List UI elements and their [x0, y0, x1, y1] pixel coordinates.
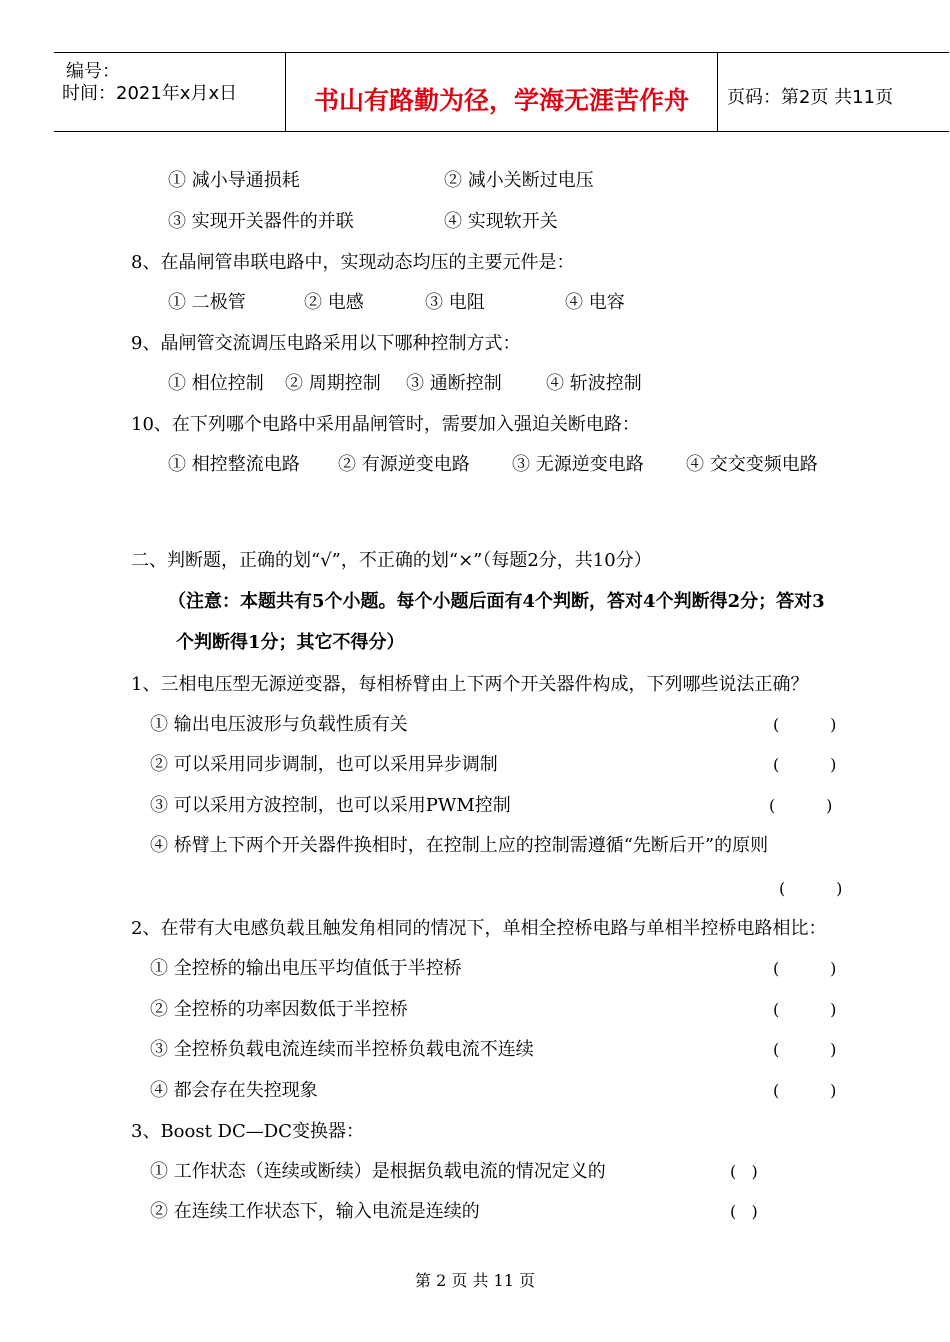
q8-option-c: ③ 电阻	[425, 292, 485, 313]
q10-option-c: ③ 无源逆变电路	[512, 454, 644, 475]
section2-note-line1: （注意：本题共有5个小题。每个小题后面有4个判断，答对4个判断得2分；答对3	[168, 591, 825, 612]
j2-item-2: ② 全控桥的功率因数低于半控桥	[150, 999, 408, 1020]
j1-item-1: ① 输出电压波形与负载性质有关	[150, 714, 408, 735]
answer-blank[interactable]: ( )	[769, 796, 833, 815]
q8-option-a: ① 二极管	[168, 292, 246, 313]
j1-stem: 1、三相电压型无源逆变器，每相桥臂由上下两个开关器件构成，下列哪些说法正确？	[131, 674, 809, 695]
q7-option-a: ① 减小导通损耗	[168, 170, 300, 191]
j2-stem: 2、在带有大电感负载且触发角相同的情况下，单相全控桥电路与单相半控桥电路相比：	[131, 918, 827, 939]
answer-blank[interactable]: ( )	[773, 1081, 837, 1100]
j1-item-4: ④ 桥臂上下两个开关器件换相时，在控制上应的控制需遵循“先断后开”的原则	[150, 835, 769, 856]
answer-blank[interactable]: ( )	[730, 1162, 758, 1181]
q9-option-d: ④ 斩波控制	[546, 373, 642, 394]
q10-option-d: ④ 交交变频电路	[686, 454, 818, 475]
answer-blank[interactable]: ( )	[773, 1040, 837, 1059]
j3-stem: 3、Boost DC—DC变换器：	[131, 1121, 364, 1142]
page-footer: 第 2 页 共 11 页	[415, 1271, 535, 1290]
j1-item-2: ② 可以采用同步调制，也可以采用异步调制	[150, 754, 498, 775]
q8-option-b: ② 电感	[304, 292, 364, 313]
time-label: 时间：2021年x月x日	[62, 83, 238, 104]
q9-option-a: ① 相位控制	[168, 373, 264, 394]
q8-option-d: ④ 电容	[565, 292, 625, 313]
j2-item-4: ④ 都会存在失控现象	[150, 1080, 318, 1101]
q7-option-d: ④ 实现软开关	[444, 211, 558, 232]
q7-option-b: ② 减小关断过电压	[444, 170, 594, 191]
answer-blank[interactable]: ( )	[773, 1000, 837, 1019]
answer-blank[interactable]: ( )	[773, 715, 837, 734]
q8-stem: 8、在晶闸管串联电路中，实现动态均压的主要元件是：	[131, 252, 575, 273]
j2-item-1: ① 全控桥的输出电压平均值低于半控桥	[150, 958, 462, 979]
header-center-cell	[285, 53, 718, 131]
j2-item-3: ③ 全控桥负载电流连续而半控桥负载电流不连续	[150, 1039, 534, 1060]
j3-item-2: ② 在连续工作状态下，输入电流是连续的	[150, 1201, 480, 1222]
section2-title: 二、判断题，正确的划“√”，不正确的划“×”（每题2分，共10分）	[131, 550, 652, 571]
header-motto: 书山有路勤为径，学海无涯苦作舟	[313, 86, 689, 115]
j1-item-3: ③ 可以采用方波控制，也可以采用PWM控制	[150, 795, 511, 816]
q9-option-c: ③ 通断控制	[406, 373, 502, 394]
serial-label: 编号：	[66, 61, 120, 82]
q7-option-c: ③ 实现开关器件的并联	[168, 211, 354, 232]
q10-stem: 10、在下列哪个电路中采用晶闸管时，需要加入强迫关断电路：	[131, 414, 640, 435]
page-header	[54, 52, 949, 132]
answer-blank[interactable]: ( )	[779, 879, 843, 898]
q10-option-b: ② 有源逆变电路	[338, 454, 470, 475]
section2-note-line2: 个判断得1分；其它不得分）	[176, 632, 405, 653]
answer-blank[interactable]: ( )	[773, 755, 837, 774]
q10-option-a: ① 相控整流电路	[168, 454, 300, 475]
header-right-cell	[717, 53, 949, 131]
q9-option-b: ② 周期控制	[285, 373, 381, 394]
header-left-cell	[54, 53, 285, 131]
answer-blank[interactable]: ( )	[730, 1202, 758, 1221]
j3-item-1: ① 工作状态（连续或断续）是根据负载电流的情况定义的	[150, 1161, 606, 1182]
header-page-number: 页码：第2页 共11页	[727, 87, 894, 108]
answer-blank[interactable]: ( )	[773, 959, 837, 978]
q9-stem: 9、晶闸管交流调压电路采用以下哪种控制方式：	[131, 333, 521, 354]
